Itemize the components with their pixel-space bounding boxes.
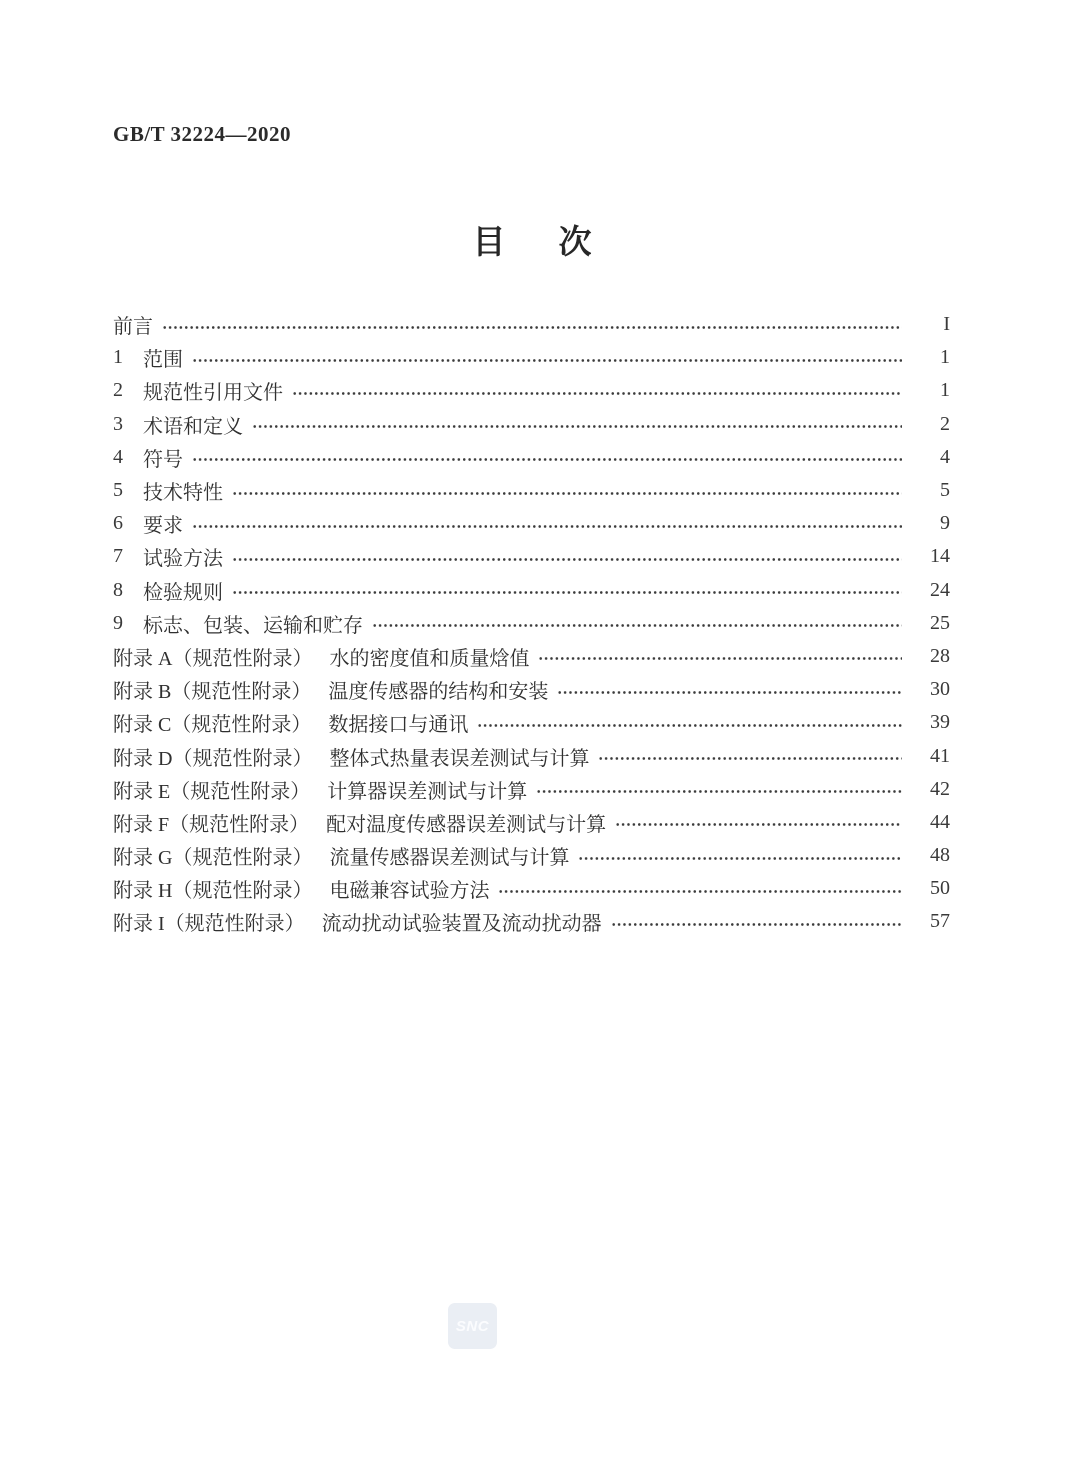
toc-entry-prefix: 附录 E（规范性附录） <box>113 780 311 803</box>
toc-entry-number: 5 <box>113 479 123 502</box>
toc-entry <box>113 474 950 507</box>
toc-entry-label: 标志、包装、运输和贮存 <box>143 614 363 637</box>
toc-entry-page: 25 <box>930 611 950 634</box>
toc-leader-dots <box>598 756 902 761</box>
toc-entry <box>113 540 950 573</box>
toc-entry <box>113 341 950 374</box>
toc-leader-dots <box>536 789 902 794</box>
toc-entry-page: 14 <box>930 545 950 568</box>
toc-entry-page: 39 <box>930 711 950 734</box>
toc-entry-page: 44 <box>930 810 950 833</box>
toc-entry-prefix: 附录 F（规范性附录） <box>113 813 310 836</box>
toc-entry-label: 技术特性 <box>143 482 223 505</box>
toc-entry <box>113 374 950 407</box>
toc-entry <box>113 773 950 806</box>
toc-entry-label: 术语和定义 <box>143 415 243 438</box>
toc-leader-dots <box>192 457 902 462</box>
page-title <box>0 216 1072 263</box>
toc-leader-dots <box>232 590 902 595</box>
toc-entry-prefix: 附录 C（规范性附录） <box>113 714 312 737</box>
toc-entry-label: 试验方法 <box>143 548 223 571</box>
toc-leader-dots <box>162 325 902 330</box>
toc-entry-page: 1 <box>940 379 950 402</box>
toc-entry-label: 检验规则 <box>143 581 223 604</box>
toc-entry-page: 1 <box>940 346 950 369</box>
toc-entry <box>113 806 950 839</box>
toc-entry-number: 8 <box>113 578 123 601</box>
toc-entry-prefix: 附录 H（规范性附录） <box>113 880 313 903</box>
toc-entry <box>113 441 950 474</box>
toc-entry-page: 50 <box>930 877 950 900</box>
toc-leader-dots <box>192 358 902 363</box>
toc-entry <box>113 308 950 341</box>
toc-entry-prefix: 附录 G（规范性附录） <box>113 847 313 870</box>
toc-entry-prefix: 附录 I（规范性附录） <box>113 913 305 936</box>
toc-entry-page: 48 <box>930 844 950 867</box>
toc-entry-label: 流量传感器误差测试与计算 <box>329 847 570 870</box>
toc-leader-dots <box>498 889 902 894</box>
toc-leader-dots <box>192 524 902 529</box>
toc-entry <box>113 574 950 607</box>
toc-entry-page: 4 <box>940 445 950 468</box>
toc-entry <box>113 872 950 905</box>
watermark-text: SNC <box>455 1317 490 1335</box>
toc-entry-page: 30 <box>930 678 950 701</box>
toc-entry <box>113 507 950 540</box>
toc-entry-number: 4 <box>113 445 123 468</box>
toc-entry-label: 前言 <box>113 316 153 339</box>
toc-entry-number: 3 <box>113 412 123 435</box>
title-char-2: 次 <box>558 225 592 261</box>
toc-entry <box>113 607 950 640</box>
doc-code: GB/T 32224—2020 <box>113 122 292 146</box>
toc-leader-dots <box>538 656 902 661</box>
toc-leader-dots <box>292 391 902 396</box>
toc-leader-dots <box>611 922 902 927</box>
toc-entry-number: 1 <box>113 346 123 369</box>
toc-entry-page: 42 <box>930 777 950 800</box>
toc-entry <box>113 739 950 772</box>
toc-entry-page: I <box>943 313 950 336</box>
toc-entry <box>113 408 950 441</box>
watermark-logo <box>448 1303 497 1349</box>
toc-entry-label: 温度传感器的结构和安装 <box>328 681 549 704</box>
toc-entry-prefix: 附录 A（规范性附录） <box>113 647 313 670</box>
toc-entry-label: 规范性引用文件 <box>143 382 283 405</box>
toc-entry <box>113 905 950 938</box>
toc-entry-label: 符号 <box>143 448 183 471</box>
toc-entry-prefix: 附录 D（规范性附录） <box>113 747 313 770</box>
toc-leader-dots <box>615 822 902 827</box>
toc-leader-dots <box>252 424 902 429</box>
toc-entry <box>113 839 950 872</box>
toc-entry-page: 9 <box>940 512 950 535</box>
toc-entry-label: 要求 <box>143 515 183 538</box>
toc-entry-page: 5 <box>940 479 950 502</box>
toc-entry-number: 6 <box>113 512 123 535</box>
toc-list <box>113 308 950 939</box>
toc-entry-label: 配对温度传感器误差测试与计算 <box>326 813 607 836</box>
toc-leader-dots <box>557 690 902 695</box>
toc-leader-dots <box>232 557 902 562</box>
toc-entry-label: 范围 <box>143 349 183 372</box>
toc-leader-dots <box>372 623 902 628</box>
toc-entry-page: 41 <box>930 744 950 767</box>
toc-entry-prefix: 附录 B（规范性附录） <box>113 681 312 704</box>
toc-entry-label: 整体式热量表误差测试与计算 <box>329 747 590 770</box>
toc-entry-number: 7 <box>113 545 123 568</box>
toc-leader-dots <box>232 491 902 496</box>
toc-entry <box>113 706 950 739</box>
toc-entry <box>113 673 950 706</box>
toc-entry-label: 水的密度值和质量焓值 <box>329 647 530 670</box>
toc-entry-page: 28 <box>930 644 950 667</box>
toc-entry <box>113 640 950 673</box>
toc-entry-page: 57 <box>930 910 950 933</box>
toc-entry-page: 24 <box>930 578 950 601</box>
toc-leader-dots <box>477 723 902 728</box>
title-char-1: 目 <box>472 225 506 261</box>
toc-entry-page: 2 <box>940 412 950 435</box>
toc-entry-number: 2 <box>113 379 123 402</box>
toc-entry-label: 流动扰动试验装置及流动扰动器 <box>321 913 602 936</box>
toc-entry-number: 9 <box>113 611 123 634</box>
toc-entry-label: 计算器误差测试与计算 <box>327 780 528 803</box>
toc-leader-dots <box>578 856 902 861</box>
toc-entry-label: 电磁兼容试验方法 <box>329 880 490 903</box>
toc-entry-label: 数据接口与通讯 <box>328 714 469 737</box>
